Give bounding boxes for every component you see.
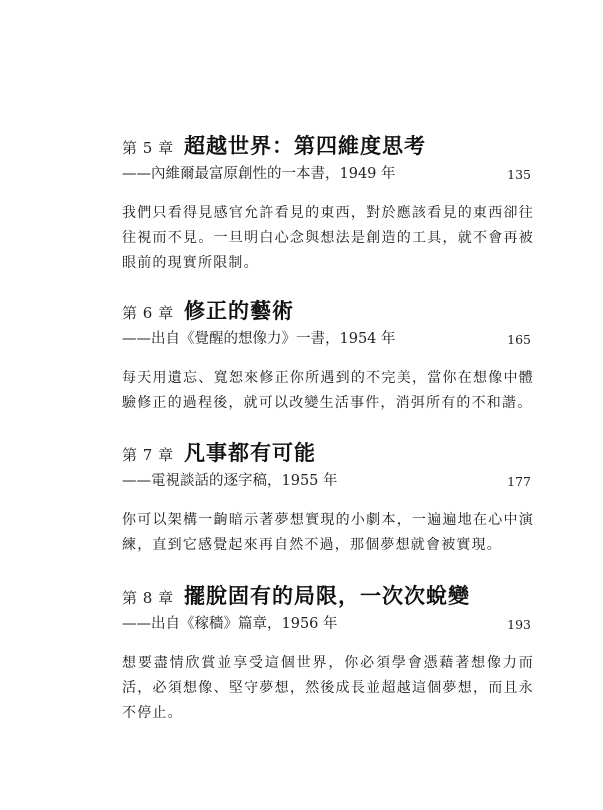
chapter-summary: 每天用遺忘、寬恕來修正你所遇到的不完美，當你在想像中體驗修正的過程後，就可以改變生活事件，消弭所有的不和諧。 — [122, 370, 534, 411]
chapter-number: 第 5 章 — [122, 139, 174, 157]
chapter-title: 凡事都有可能 — [184, 440, 316, 465]
chapter-number: 第 8 章 — [122, 589, 174, 607]
chapter-title: 擺脫固有的局限，一次次蛻變 — [184, 583, 470, 608]
chapter-summary: 想要盡情欣賞並享受這個世界，你必須學會憑藉著想像力而活，必須想像、堅守夢想，然後成長並超越這個夢想，而且永不停止。 — [122, 655, 534, 721]
chapter-subtitle-row — [122, 162, 542, 186]
chapter-heading — [122, 130, 542, 160]
chapter-heading — [122, 295, 542, 325]
page-number: 177 — [507, 474, 531, 489]
chapter-number: 第 7 章 — [122, 446, 174, 464]
page-number: 193 — [507, 617, 531, 632]
chapter-subtitle: ——出自《覺醒的想像力》一書，1954 年 — [122, 331, 396, 347]
chapter-subtitle: ——出自《稼穡》篇章，1956 年 — [122, 616, 338, 632]
chapter-7-entry — [122, 437, 542, 558]
chapter-summary: 你可以架構一齣暗示著夢想實現的小劇本，一遍遍地在心中演練，直到它感覺起來再自然不過，那個夢想就會被實現。 — [122, 512, 534, 553]
page-number: 165 — [507, 332, 531, 347]
chapter-subtitle-row — [122, 327, 542, 351]
chapter-heading — [122, 580, 542, 610]
chapter-number: 第 6 章 — [122, 304, 174, 322]
chapter-6-entry — [122, 295, 542, 416]
chapter-title: 修正的藝術 — [184, 298, 294, 323]
chapter-title: 超越世界：第四維度思考 — [184, 133, 426, 158]
chapter-8-entry — [122, 580, 542, 726]
chapter-subtitle: ——電視談話的逐字稿，1955 年 — [122, 473, 338, 489]
chapter-heading — [122, 437, 542, 467]
chapter-subtitle-row — [122, 469, 542, 493]
chapter-5-entry — [122, 130, 542, 276]
chapter-summary: 我們只看得見感官允許看見的東西，對於應該看見的東西卻往往視而不見。一旦明白心念與想法是創造的工具，就不會再被眼前的現實所限制。 — [122, 205, 534, 271]
chapter-subtitle-row — [122, 612, 542, 636]
page-number: 135 — [507, 167, 531, 182]
chapter-subtitle: ——內維爾最富原創性的一本書，1949 年 — [122, 166, 396, 182]
